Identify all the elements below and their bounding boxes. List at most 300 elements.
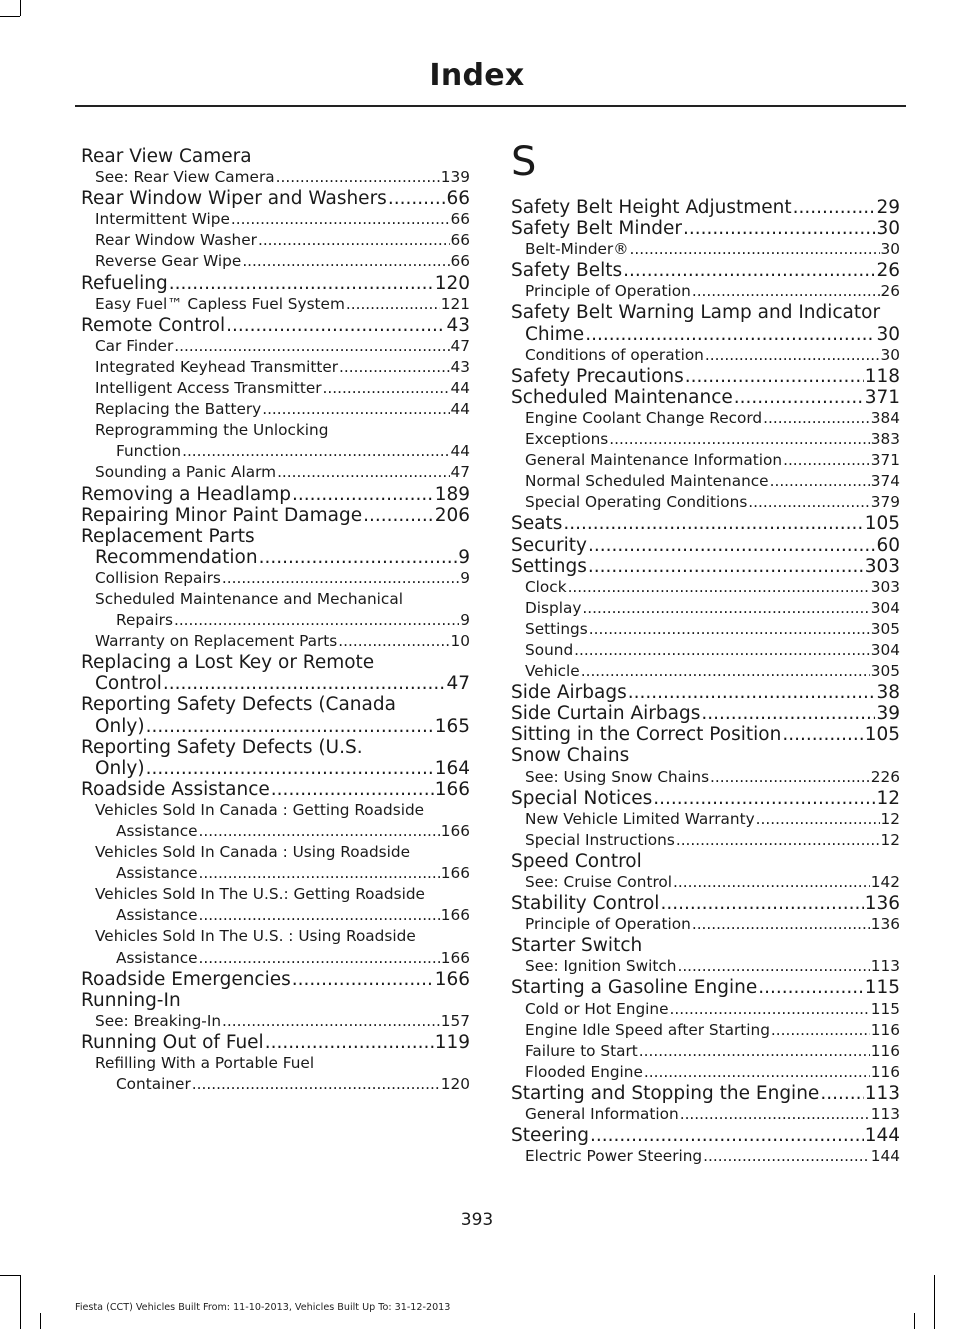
entry-text: Assistance — [116, 822, 198, 840]
entry-page-number: 166 — [440, 822, 470, 840]
entry-page-number: 38 — [876, 682, 900, 704]
index-entry — [511, 851, 900, 872]
index-entry — [511, 387, 900, 408]
entry-text: Safety Belt Height Adjustment — [511, 197, 792, 218]
dot-leader — [182, 441, 449, 462]
entry-text: Intelligent Access Transmitter — [95, 379, 322, 398]
entry-page-number: 66 — [450, 210, 470, 229]
index-entry — [511, 218, 900, 239]
entry-text: Removing a Headlamp — [81, 483, 292, 505]
entry-page-number: 60 — [876, 534, 900, 556]
entry-page-number: 29 — [876, 197, 900, 218]
dot-leader — [705, 345, 880, 366]
dot-leader — [174, 336, 449, 357]
dot-leader — [676, 830, 880, 851]
dot-leader — [146, 758, 434, 779]
dot-leader — [628, 682, 876, 703]
entry-page-number: 118 — [864, 365, 900, 387]
index-entry — [511, 745, 900, 766]
entry-page-number: 144 — [870, 1147, 900, 1166]
entry-text: Assistance — [116, 948, 198, 967]
index-subentry — [81, 1053, 470, 1074]
footer-text: Fiesta (CCT) Vehicles Built From: 11-10-2013, Vehicles Built Up To: 31-12-2013 — [75, 1302, 451, 1313]
entry-page-number: 66 — [450, 252, 470, 271]
entry-text: Running-In — [81, 989, 181, 1011]
dot-leader — [574, 640, 870, 661]
dot-leader — [262, 399, 449, 420]
index-entry — [511, 556, 900, 577]
index-subentry — [511, 872, 900, 893]
entry-page-number: 157 — [440, 1011, 470, 1030]
index-entry — [81, 547, 470, 568]
dot-leader — [388, 188, 446, 209]
entry-text: Container — [116, 1075, 191, 1094]
entry-page-number: 105 — [864, 724, 900, 746]
dot-leader — [623, 260, 875, 281]
entry-text: Flooded Engine — [525, 1062, 643, 1081]
entry-page-number: 47 — [450, 336, 470, 355]
entry-text: See: Using Snow Chains — [525, 767, 710, 786]
dot-leader — [338, 631, 449, 652]
entry-text: Scheduled Maintenance and Mechanical — [95, 589, 403, 608]
entry-text: Assistance — [116, 906, 198, 925]
entry-text: Reporting Safety Defects (U.S. — [81, 736, 363, 758]
index-subentry — [81, 842, 470, 863]
crop-mark — [914, 1313, 915, 1329]
dot-leader — [231, 209, 450, 230]
entry-text: Running Out of Fuel — [81, 1031, 264, 1053]
index-entry — [81, 673, 470, 694]
index-subentry — [511, 492, 900, 513]
entry-text: General Maintenance Information — [525, 451, 783, 470]
dot-leader — [192, 1074, 440, 1095]
index-entry — [81, 526, 470, 547]
entry-text: See: Rear View Camera — [95, 168, 275, 187]
entry-text: Rear Window Wiper and Washers — [81, 188, 387, 210]
entry-text: Security — [511, 534, 587, 556]
index-entry — [511, 197, 900, 218]
entry-text: Reverse Gear Wipe — [95, 252, 242, 271]
index-entry — [81, 505, 470, 526]
dot-leader — [589, 619, 870, 640]
entry-text: Engine Coolant Change Record — [525, 408, 763, 427]
entry-page-number: 30 — [880, 345, 900, 364]
index-entry — [511, 1083, 900, 1104]
entry-text: Repairs — [116, 611, 173, 630]
entry-text: Reprogramming the Unlocking — [95, 421, 329, 440]
index-entry — [511, 302, 900, 323]
entry-page-number: 105 — [864, 513, 900, 535]
dot-leader — [644, 1062, 870, 1083]
index-subentry — [81, 230, 470, 251]
entry-text: Speed Control — [511, 850, 642, 872]
index-entry — [81, 737, 470, 758]
index-subentry — [511, 281, 900, 302]
index-subentry — [81, 441, 470, 462]
entry-text: Sitting in the Correct Position — [511, 724, 782, 746]
dot-leader — [783, 450, 870, 471]
index-entry — [81, 969, 470, 990]
dot-leader — [683, 218, 875, 239]
index-subentry — [511, 830, 900, 851]
dot-leader — [222, 568, 459, 589]
entry-text: Refueling — [81, 272, 168, 294]
entry-text: Seats — [511, 513, 563, 535]
dot-leader — [782, 724, 863, 745]
dot-leader — [169, 273, 434, 294]
dot-leader — [630, 239, 880, 260]
index-subentry — [81, 821, 470, 842]
entry-page-number: 26 — [876, 260, 900, 282]
index-subentry — [511, 577, 900, 598]
entry-page-number: 116 — [870, 1020, 900, 1039]
dot-leader — [680, 1104, 870, 1125]
dot-leader — [271, 779, 434, 800]
entry-text: Safety Belt Warning Lamp and Indicator — [511, 302, 881, 324]
dot-leader — [701, 703, 875, 724]
entry-text: Integrated Keyhead Transmitter — [95, 357, 339, 376]
dot-leader — [710, 767, 870, 788]
entry-page-number: 303 — [864, 555, 900, 577]
entry-page-number: 305 — [870, 619, 900, 638]
entry-text: New Vehicle Limited Warranty — [525, 809, 755, 828]
entry-page-number: 303 — [870, 577, 900, 596]
dot-leader — [568, 577, 870, 598]
entry-page-number: 115 — [870, 999, 900, 1018]
entry-page-number: 142 — [870, 873, 900, 891]
entry-page-number: 12 — [880, 809, 900, 828]
entry-page-number: 371 — [870, 451, 900, 470]
index-entry — [511, 324, 900, 345]
entry-text: Intermittent Wipe — [95, 210, 230, 229]
entry-page-number: 12 — [876, 787, 900, 809]
dot-leader — [163, 673, 446, 694]
index-subentry — [511, 1020, 900, 1041]
entry-text: Starter Switch — [511, 935, 643, 957]
index-subentry — [511, 767, 900, 788]
entry-page-number: 164 — [434, 757, 470, 779]
dot-leader — [734, 387, 864, 408]
index-entry — [81, 716, 470, 737]
entry-page-number: 136 — [870, 915, 900, 934]
dot-leader — [199, 821, 440, 842]
index-entry — [81, 990, 470, 1011]
entry-text: General Information — [525, 1105, 679, 1124]
dot-leader — [703, 1146, 870, 1167]
entry-page-number: 226 — [870, 767, 900, 786]
entry-page-number: 383 — [870, 430, 900, 449]
dot-leader — [748, 492, 870, 513]
entry-page-number: 305 — [870, 662, 900, 681]
entry-page-number: 9 — [458, 546, 470, 568]
dot-leader — [585, 324, 875, 345]
index-subentry — [511, 809, 900, 830]
index-subentry — [511, 471, 900, 492]
entry-page-number: 66 — [446, 188, 470, 210]
index-subentry — [81, 589, 470, 610]
index-column-left — [81, 146, 470, 1095]
entry-page-number: 384 — [870, 408, 900, 427]
entry-text: Roadside Assistance — [81, 778, 270, 800]
entry-page-number: 26 — [880, 282, 900, 301]
entry-page-number: 30 — [876, 323, 900, 345]
entry-page-number: 12 — [880, 830, 900, 849]
entry-text: Rear View Camera — [81, 146, 252, 167]
entry-text: See: Cruise Control — [525, 873, 673, 891]
crop-mark — [40, 1313, 41, 1329]
entry-page-number: 43 — [450, 357, 470, 376]
entry-text: Car Finder — [95, 336, 174, 355]
entry-text: Normal Scheduled Maintenance — [525, 472, 769, 491]
entry-page-number: 144 — [864, 1125, 900, 1147]
dot-leader — [763, 408, 870, 429]
index-subentry — [81, 336, 470, 357]
entry-text: Easy Fuel™ Capless Fuel System — [95, 294, 345, 313]
entry-text: Only) — [95, 757, 145, 779]
index-entry — [81, 779, 470, 800]
dot-leader — [588, 556, 864, 577]
dot-leader — [588, 535, 875, 556]
entry-page-number: 30 — [876, 218, 900, 240]
entry-page-number: 166 — [440, 948, 470, 967]
index-subentry — [81, 399, 470, 420]
entry-page-number: 44 — [450, 400, 470, 419]
entry-text: Safety Precautions — [511, 365, 684, 387]
crop-mark — [0, 1275, 20, 1276]
entry-page-number: 30 — [880, 240, 900, 259]
dot-leader — [346, 294, 440, 315]
index-subentry — [81, 462, 470, 483]
entry-text: Side Curtain Airbags — [511, 703, 701, 725]
index-subentry — [81, 863, 470, 884]
entry-text: Failure to Start — [525, 1041, 638, 1060]
entry-text: Control — [95, 673, 162, 695]
entry-page-number: 189 — [434, 483, 470, 505]
index-subentry — [511, 661, 900, 682]
entry-text: Assistance — [116, 864, 198, 883]
entry-text: Vehicles Sold In The U.S.: Getting Roadside — [95, 885, 425, 904]
index-entry — [511, 1125, 900, 1146]
dot-leader — [793, 197, 876, 218]
entry-page-number: 39 — [876, 703, 900, 725]
entry-text: Belt-Minder® — [525, 240, 629, 259]
entry-page-number: 66 — [450, 231, 470, 250]
index-subentry — [81, 1074, 470, 1095]
entry-text: Principle of Operation — [525, 282, 691, 301]
entry-text: Settings — [511, 555, 587, 577]
dot-leader — [582, 598, 869, 619]
index-entry — [81, 188, 470, 209]
dot-leader — [653, 788, 875, 809]
index-subentry — [511, 1062, 900, 1083]
entry-text: Repairing Minor Paint Damage — [81, 504, 363, 526]
index-subentry — [511, 619, 900, 640]
dot-leader — [146, 716, 434, 737]
index-subentry — [81, 568, 470, 589]
dot-leader — [199, 905, 440, 926]
dot-leader — [820, 1083, 863, 1104]
dot-leader — [692, 281, 880, 302]
entry-page-number: 120 — [434, 272, 470, 294]
entry-text: Replacing the Battery — [95, 400, 262, 419]
index-entry — [511, 703, 900, 724]
entry-text: Replacing a Lost Key or Remote — [81, 652, 375, 674]
entry-page-number: 139 — [440, 168, 470, 187]
index-entry — [81, 484, 470, 505]
index-subentry — [511, 914, 900, 935]
crop-mark — [0, 16, 20, 17]
dot-leader — [222, 1011, 440, 1032]
entry-text: Conditions of operation — [525, 345, 704, 364]
dot-leader — [639, 1041, 870, 1062]
entry-page-number: 44 — [450, 442, 470, 461]
dot-leader — [276, 167, 440, 188]
entry-text: Principle of Operation — [525, 915, 691, 934]
entry-text: Display — [525, 598, 582, 617]
page-number: 393 — [460, 1210, 494, 1230]
crop-mark — [934, 1275, 935, 1329]
entry-page-number: 379 — [870, 493, 900, 512]
entry-page-number: 47 — [446, 673, 470, 695]
crop-mark — [20, 1275, 21, 1329]
entry-text: Settings — [525, 619, 588, 638]
entry-text: Clock — [525, 577, 567, 596]
entry-text: Function — [116, 442, 182, 461]
dot-leader — [339, 357, 450, 378]
crop-mark — [20, 0, 21, 16]
dot-leader — [770, 471, 870, 492]
entry-text: Starting a Gasoline Engine — [511, 977, 758, 999]
section-letter: S — [511, 139, 537, 185]
entry-page-number: 304 — [870, 598, 900, 617]
entry-text: Safety Belt Minder — [511, 218, 682, 240]
index-entry — [511, 935, 900, 956]
entry-page-number: 374 — [870, 472, 900, 491]
entry-text: See: Breaking-In — [95, 1011, 222, 1030]
dot-leader — [609, 429, 870, 450]
entry-page-number: 113 — [870, 957, 900, 976]
index-subentry — [511, 429, 900, 450]
dot-leader — [242, 251, 449, 272]
index-subentry — [511, 408, 900, 429]
entry-text: Sounding a Panic Alarm — [95, 463, 277, 482]
index-entry — [511, 682, 900, 703]
index-subentry — [81, 209, 470, 230]
index-subentry — [511, 1041, 900, 1062]
entry-page-number: 10 — [450, 632, 470, 651]
entry-text: See: Ignition Switch — [525, 957, 677, 976]
entry-text: Rear Window Washer — [95, 231, 257, 250]
entry-text: Special Operating Conditions — [525, 493, 748, 512]
entry-page-number: 119 — [434, 1031, 470, 1053]
entry-text: Roadside Emergencies — [81, 968, 291, 990]
index-subentry — [511, 956, 900, 977]
dot-leader — [292, 969, 434, 990]
entry-text: Stability Control — [511, 893, 660, 915]
entry-text: Vehicles Sold In Canada : Getting Roadside — [95, 800, 425, 819]
title-rule — [75, 105, 906, 107]
dot-leader — [756, 809, 880, 830]
index-subentry — [81, 884, 470, 905]
entry-text: Warranty on Replacement Parts — [95, 632, 338, 651]
entry-text: Reporting Safety Defects (Canada — [81, 694, 396, 716]
index-entry — [511, 260, 900, 281]
dot-leader — [226, 315, 445, 336]
entry-text: Recommendation — [95, 546, 258, 568]
entry-page-number: 115 — [864, 977, 900, 999]
entry-page-number: 44 — [450, 379, 470, 398]
entry-page-number: 113 — [864, 1082, 900, 1104]
dot-leader — [199, 948, 440, 969]
entry-text: Vehicles Sold In Canada : Using Roadside — [95, 843, 410, 862]
index-subentry — [81, 294, 470, 315]
entry-page-number: 9 — [460, 568, 470, 587]
dot-leader — [758, 977, 863, 998]
index-entry — [81, 1032, 470, 1053]
entry-text: Vehicle — [525, 662, 580, 681]
dot-leader — [660, 893, 863, 914]
dot-leader — [259, 547, 458, 568]
dot-leader — [677, 956, 869, 977]
index-column-right — [511, 139, 900, 1167]
dot-leader — [265, 1032, 434, 1053]
entry-text: Chime — [525, 323, 585, 345]
index-entry — [511, 724, 900, 745]
index-subentry — [81, 610, 470, 631]
entry-page-number: 166 — [434, 778, 470, 800]
entry-text: Only) — [95, 715, 145, 737]
entry-page-number: 121 — [440, 294, 470, 313]
entry-page-number: 206 — [434, 504, 470, 526]
index-entry — [511, 788, 900, 809]
index-subentry — [81, 1011, 470, 1032]
dot-leader — [563, 513, 863, 534]
entry-page-number: 304 — [870, 640, 900, 659]
index-subentry — [511, 1104, 900, 1125]
dot-leader — [673, 872, 870, 893]
entry-page-number: 113 — [870, 1105, 900, 1124]
dot-leader — [685, 366, 864, 387]
dot-leader — [692, 914, 870, 935]
entry-text: Remote Control — [81, 314, 226, 336]
entry-text: Side Airbags — [511, 682, 627, 704]
entry-text: Replacement Parts — [81, 525, 255, 547]
index-subentry — [511, 598, 900, 619]
dot-leader — [771, 1020, 870, 1041]
dot-leader — [277, 462, 449, 483]
entry-text: Safety Belts — [511, 260, 623, 282]
entry-page-number: 166 — [434, 968, 470, 990]
entry-page-number: 9 — [460, 611, 470, 630]
entry-text: Refilling With a Portable Fuel — [95, 1054, 315, 1073]
index-entry — [81, 694, 470, 715]
entry-page-number: 371 — [864, 386, 900, 408]
entry-page-number: 166 — [440, 864, 470, 883]
index-subentry — [81, 167, 470, 188]
dot-leader — [292, 484, 434, 505]
index-entry — [511, 893, 900, 914]
index-subentry — [81, 378, 470, 399]
entry-text: Starting and Stopping the Engine — [511, 1082, 820, 1104]
index-subentry — [511, 345, 900, 366]
index-subentry — [81, 948, 470, 969]
entry-text: Exceptions — [525, 430, 609, 449]
index-subentry — [81, 420, 470, 441]
dot-leader — [590, 1125, 864, 1146]
index-subentry — [81, 926, 470, 947]
index-entry — [81, 758, 470, 779]
entry-text: Engine Idle Speed after Starting — [525, 1020, 770, 1039]
